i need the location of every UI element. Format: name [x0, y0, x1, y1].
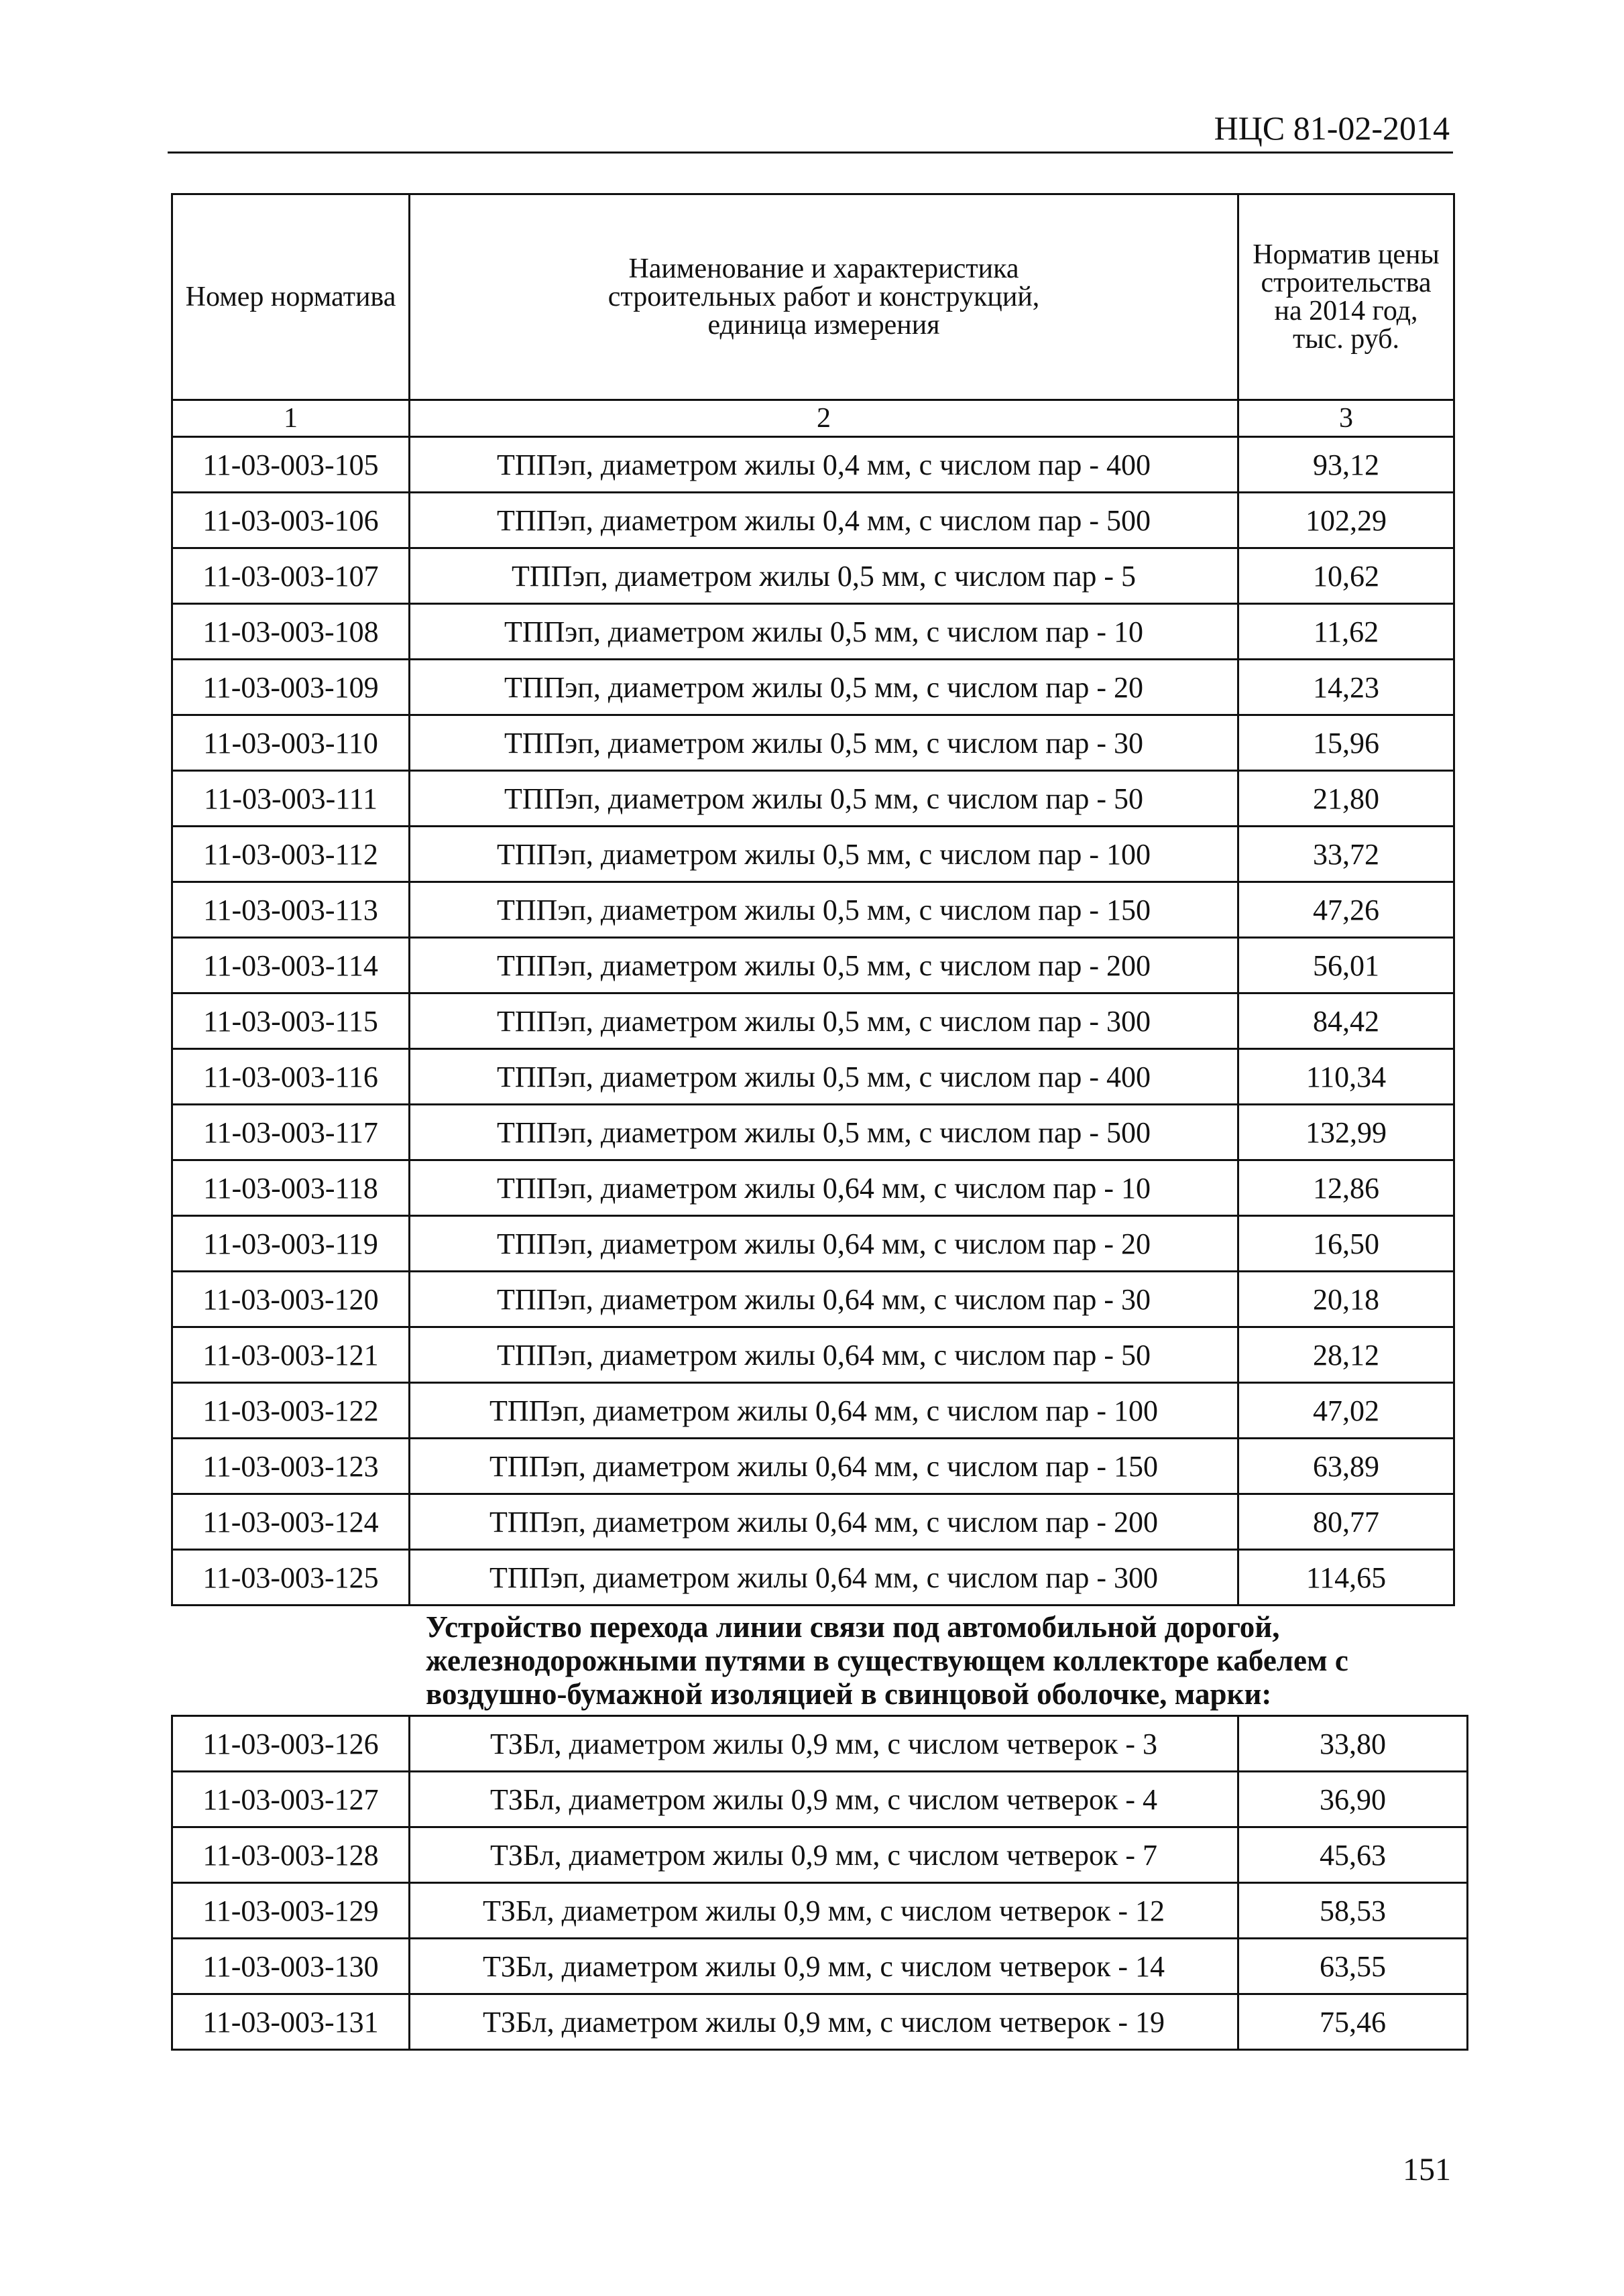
- column-number: 1: [172, 400, 410, 437]
- price-cell: 14,23: [1238, 660, 1454, 715]
- table-row: [172, 882, 1454, 938]
- table-row: [172, 827, 1454, 882]
- table-row: [172, 1383, 1454, 1439]
- work-name-cell: ТППэп, диаметром жилы 0,5 мм, с числом пар - 50: [410, 771, 1238, 827]
- work-name-cell: ТППэп, диаметром жилы 0,5 мм, с числом пар - 10: [410, 604, 1238, 660]
- table-header-row: [172, 194, 1454, 400]
- price-cell: 63,55: [1238, 1939, 1468, 1994]
- work-name-cell: ТППэп, диаметром жилы 0,5 мм, с числом пар - 5: [410, 548, 1238, 604]
- price-cell: 10,62: [1238, 548, 1454, 604]
- price-cell: 12,86: [1238, 1160, 1454, 1216]
- table-row: [172, 771, 1454, 827]
- work-name-cell: ТППэп, диаметром жилы 0,4 мм, с числом пар - 500: [410, 493, 1238, 548]
- norm-code-cell: 11-03-003-107: [172, 548, 410, 604]
- section-heading-line: Устройство перехода линии связи под автомобильной дорогой,: [426, 1610, 1280, 1644]
- work-name-cell: ТППэп, диаметром жилы 0,64 мм, с числом пар - 200: [410, 1494, 1238, 1550]
- work-name-cell: ТППэп, диаметром жилы 0,64 мм, с числом пар - 30: [410, 1272, 1238, 1327]
- column-number-row: [172, 400, 1454, 437]
- table-row: [172, 1716, 1468, 1772]
- table-row: [172, 493, 1454, 548]
- table-row: [172, 1994, 1468, 2050]
- norm-code-cell: 11-03-003-116: [172, 1049, 410, 1105]
- column-header-price: Норматив цены строительства на 2014 год, тыс. руб.: [1238, 194, 1454, 400]
- price-cell: 84,42: [1238, 993, 1454, 1049]
- norm-code-cell: 11-03-003-121: [172, 1327, 410, 1383]
- column-header-code: Номер норматива: [172, 194, 410, 400]
- price-cell: 80,77: [1238, 1494, 1454, 1550]
- norm-code-cell: 11-03-003-105: [172, 437, 410, 493]
- norm-code-cell: 11-03-003-124: [172, 1494, 410, 1550]
- section-heading-line: воздушно-бумажной изоляцией в свинцовой оболочке, марки:: [426, 1677, 1272, 1711]
- norm-code-cell: 11-03-003-129: [172, 1883, 410, 1939]
- table-row: [172, 1105, 1454, 1160]
- table-row: [172, 1327, 1454, 1383]
- price-cell: 20,18: [1238, 1272, 1454, 1327]
- price-cell: 11,62: [1238, 604, 1454, 660]
- price-cell: 93,12: [1238, 437, 1454, 493]
- norm-code-cell: 11-03-003-112: [172, 827, 410, 882]
- price-cell: 16,50: [1238, 1216, 1454, 1272]
- header-rule: [168, 152, 1453, 154]
- work-name-cell: ТППэп, диаметром жилы 0,5 мм, с числом пар - 200: [410, 938, 1238, 993]
- norm-code-cell: 11-03-003-119: [172, 1216, 410, 1272]
- norm-code-cell: 11-03-003-127: [172, 1772, 410, 1827]
- work-name-cell: ТППэп, диаметром жилы 0,64 мм, с числом пар - 300: [410, 1550, 1238, 1606]
- table-row: [172, 1550, 1454, 1606]
- price-cell: 15,96: [1238, 715, 1454, 771]
- norm-code-cell: 11-03-003-131: [172, 1994, 410, 2050]
- norm-code-cell: 11-03-003-122: [172, 1383, 410, 1439]
- norm-code-cell: 11-03-003-123: [172, 1439, 410, 1494]
- work-name-cell: ТЗБл, диаметром жилы 0,9 мм, с числом четверок - 3: [410, 1716, 1238, 1772]
- work-name-cell: ТППэп, диаметром жилы 0,5 мм, с числом пар - 400: [410, 1049, 1238, 1105]
- work-name-cell: ТППэп, диаметром жилы 0,5 мм, с числом пар - 100: [410, 827, 1238, 882]
- work-name-cell: ТЗБл, диаметром жилы 0,9 мм, с числом четверок - 12: [410, 1883, 1238, 1939]
- section-heading: [426, 1610, 1472, 1711]
- work-name-cell: ТЗБл, диаметром жилы 0,9 мм, с числом четверок - 14: [410, 1939, 1238, 1994]
- page-number: 151: [1403, 2152, 1451, 2187]
- price-cell: 102,29: [1238, 493, 1454, 548]
- price-cell: 132,99: [1238, 1105, 1454, 1160]
- work-name-cell: ТППэп, диаметром жилы 0,5 мм, с числом пар - 500: [410, 1105, 1238, 1160]
- norm-code-cell: 11-03-003-114: [172, 938, 410, 993]
- norm-code-cell: 11-03-003-117: [172, 1105, 410, 1160]
- work-name-cell: ТППэп, диаметром жилы 0,5 мм, с числом пар - 300: [410, 993, 1238, 1049]
- work-name-cell: ТППэп, диаметром жилы 0,64 мм, с числом пар - 20: [410, 1216, 1238, 1272]
- table-row: [172, 660, 1454, 715]
- table-row: [172, 1160, 1454, 1216]
- price-cell: 56,01: [1238, 938, 1454, 993]
- work-name-cell: ТППэп, диаметром жилы 0,5 мм, с числом пар - 20: [410, 660, 1238, 715]
- table-row: [172, 1939, 1468, 1994]
- price-cell: 47,26: [1238, 882, 1454, 938]
- norm-code-cell: 11-03-003-118: [172, 1160, 410, 1216]
- work-name-cell: ТППэп, диаметром жилы 0,64 мм, с числом пар - 10: [410, 1160, 1238, 1216]
- norm-code-cell: 11-03-003-126: [172, 1716, 410, 1772]
- work-name-cell: ТППэп, диаметром жилы 0,4 мм, с числом пар - 400: [410, 437, 1238, 493]
- work-name-cell: ТЗБл, диаметром жилы 0,9 мм, с числом четверок - 7: [410, 1827, 1238, 1883]
- norm-code-cell: 11-03-003-128: [172, 1827, 410, 1883]
- price-cell: 114,65: [1238, 1550, 1454, 1606]
- table-body: [172, 437, 1454, 1606]
- price-cell: 28,12: [1238, 1327, 1454, 1383]
- price-cell: 45,63: [1238, 1827, 1468, 1883]
- lead-cable-table: [171, 1715, 1468, 2051]
- norm-code-cell: 11-03-003-130: [172, 1939, 410, 1994]
- norm-code-cell: 11-03-003-106: [172, 493, 410, 548]
- price-cell: 58,53: [1238, 1883, 1468, 1939]
- table-row: [172, 437, 1454, 493]
- price-cell: 63,89: [1238, 1439, 1454, 1494]
- work-name-cell: ТППэп, диаметром жилы 0,5 мм, с числом пар - 30: [410, 715, 1238, 771]
- table-row: [172, 715, 1454, 771]
- work-name-cell: ТЗБл, диаметром жилы 0,9 мм, с числом четверок - 19: [410, 1994, 1238, 2050]
- column-number: 2: [410, 400, 1238, 437]
- table-row: [172, 1827, 1468, 1883]
- work-name-cell: ТЗБл, диаметром жилы 0,9 мм, с числом четверок - 4: [410, 1772, 1238, 1827]
- norms-table: [171, 193, 1455, 1606]
- norm-code-cell: 11-03-003-125: [172, 1550, 410, 1606]
- norm-code-cell: 11-03-003-110: [172, 715, 410, 771]
- price-cell: 36,90: [1238, 1772, 1468, 1827]
- price-cell: 110,34: [1238, 1049, 1454, 1105]
- table-body: [172, 1716, 1468, 2050]
- table-row: [172, 548, 1454, 604]
- work-name-cell: ТППэп, диаметром жилы 0,64 мм, с числом пар - 50: [410, 1327, 1238, 1383]
- price-cell: 33,72: [1238, 827, 1454, 882]
- table-row: [172, 1049, 1454, 1105]
- norm-code-cell: 11-03-003-115: [172, 993, 410, 1049]
- price-cell: 47,02: [1238, 1383, 1454, 1439]
- table-row: [172, 1772, 1468, 1827]
- table-row: [172, 604, 1454, 660]
- table-row: [172, 1494, 1454, 1550]
- norm-code-cell: 11-03-003-109: [172, 660, 410, 715]
- price-cell: 75,46: [1238, 1994, 1468, 2050]
- column-header-name: Наименование и характеристика строительных работ и конструкций, единица измерения: [410, 194, 1238, 400]
- norm-code-cell: 11-03-003-111: [172, 771, 410, 827]
- table-row: [172, 1883, 1468, 1939]
- table-row: [172, 938, 1454, 993]
- section-heading-line: железнодорожными путями в существующем коллекторе кабелем с: [426, 1644, 1348, 1677]
- table-row: [172, 1216, 1454, 1272]
- table-row: [172, 1439, 1454, 1494]
- price-cell: 33,80: [1238, 1716, 1468, 1772]
- work-name-cell: ТППэп, диаметром жилы 0,64 мм, с числом пар - 150: [410, 1439, 1238, 1494]
- document-code: НЦС 81-02-2014: [1214, 109, 1450, 147]
- price-cell: 21,80: [1238, 771, 1454, 827]
- table-row: [172, 993, 1454, 1049]
- column-number: 3: [1238, 400, 1454, 437]
- work-name-cell: ТППэп, диаметром жилы 0,5 мм, с числом пар - 150: [410, 882, 1238, 938]
- work-name-cell: ТППэп, диаметром жилы 0,64 мм, с числом пар - 100: [410, 1383, 1238, 1439]
- norm-code-cell: 11-03-003-120: [172, 1272, 410, 1327]
- norm-code-cell: 11-03-003-113: [172, 882, 410, 938]
- norm-code-cell: 11-03-003-108: [172, 604, 410, 660]
- table-row: [172, 1272, 1454, 1327]
